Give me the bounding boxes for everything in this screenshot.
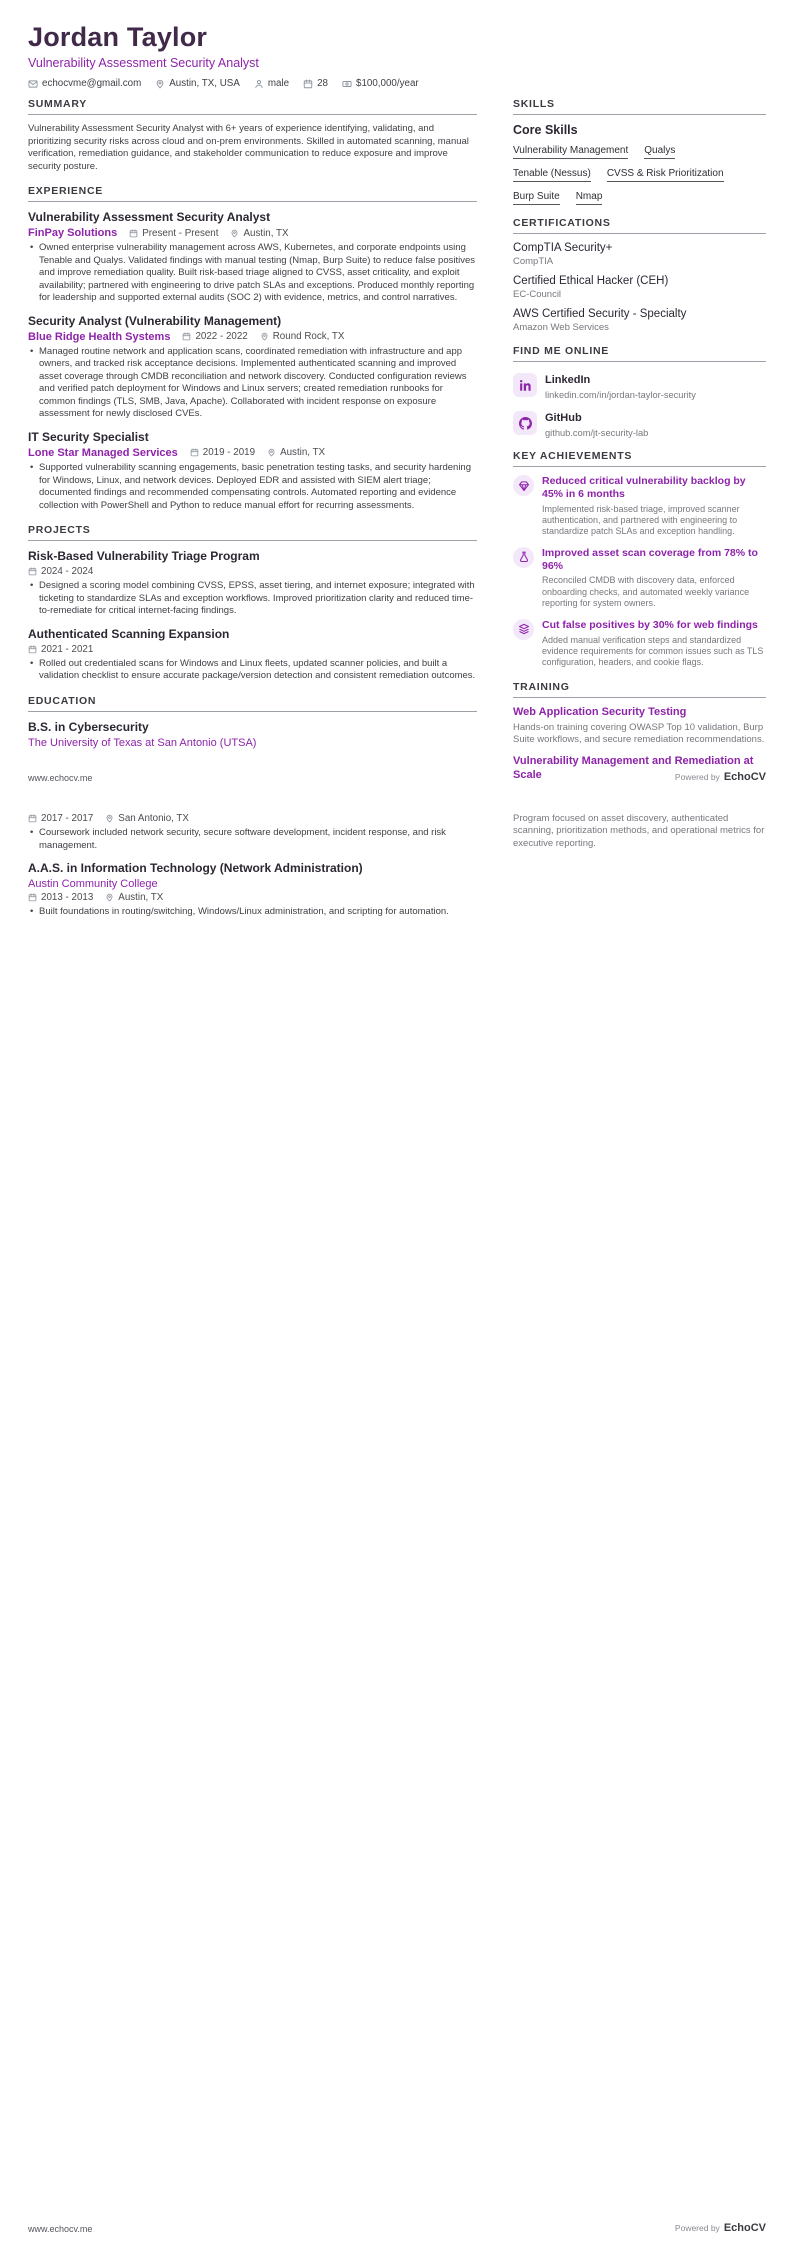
skill-tag: Vulnerability Management — [513, 145, 628, 159]
summary-heading: SUMMARY — [28, 98, 477, 115]
job-bullet: • Managed routine network and application scans, coordinated remediation with infrastructure and app owners, and tracked risk acceptance decisions. Implemented authenticated scanning and improved asset coverage through CMDB reconciliation and network discovery. Conducted configuration reviews and verified patch deployment for Windows and Linux servers; created remediation runbooks for common findings (TLS, SMB, Java, Apache). Collaborated with incident response on exposure assessment for newly disclosed CVEs. — [28, 346, 477, 421]
projects-heading: PROJECTS — [28, 524, 477, 541]
certification-issuer: EC-Council — [513, 289, 562, 300]
education-bullet: • Built foundations in routing/switching, Windows/Linux administration, and scripting for automation. — [28, 906, 477, 919]
education-section — [28, 695, 477, 749]
contact-email[interactable]: echocvme@gmail.com — [28, 78, 141, 89]
project-meta-row — [28, 566, 477, 577]
online-link-url[interactable]: linkedin.com/in/jordan-taylor-security — [545, 390, 696, 400]
footer-site-link[interactable]: www.echocv.me — [28, 2224, 93, 2234]
project-entry — [28, 549, 477, 618]
job-title: Security Analyst (Vulnerability Management) — [28, 313, 282, 328]
training-title: Vulnerability Management and Remediation at Scale — [513, 755, 754, 781]
achievement-title: Reduced critical vulnerability backlog by 45% in 6 months — [542, 475, 746, 500]
left-column — [28, 813, 477, 928]
money-icon — [342, 79, 352, 89]
certification-name: AWS Certified Security - Specialty — [513, 308, 687, 320]
powered-by-label: Powered by — [674, 772, 720, 782]
project-bullet: • Designed a scoring model combining CVSS, EPSS, asset tiering, and internet exposure; integrated with ticketing to standardize SLAs and exception workflows. Improved prioritization clarity and reduced time-to-remediate for critical internet-facing findings. — [28, 580, 477, 618]
calendar-icon — [303, 79, 313, 89]
right-column — [513, 813, 766, 859]
project-title: Authenticated Scanning Expansion — [28, 626, 230, 641]
resume-page-1 — [0, 0, 794, 795]
training-section — [513, 681, 766, 783]
location-icon — [230, 229, 239, 238]
skill-tags — [513, 145, 766, 205]
certification-issuer: CompTIA — [513, 256, 554, 267]
contact-row — [28, 78, 766, 89]
location-icon — [105, 814, 114, 823]
skill-tag: Qualys — [644, 145, 675, 159]
diamond-icon — [513, 475, 534, 496]
school-name: The University of Texas at San Antonio (UTSA) — [28, 736, 257, 749]
certifications-heading: CERTIFICATIONS — [513, 217, 766, 234]
find-me-online-section — [513, 345, 766, 438]
degree-title: B.S. in Cybersecurity — [28, 719, 149, 734]
calendar-icon — [129, 229, 138, 238]
skill-tag: Nmap — [576, 191, 603, 205]
job-meta-row — [28, 447, 477, 459]
education-meta-row — [28, 892, 477, 903]
company-name: FinPay Solutions — [28, 227, 118, 240]
company-name: Lone Star Managed Services — [28, 446, 178, 459]
contact-salary: $100,000/year — [342, 78, 419, 89]
summary-section — [28, 98, 477, 173]
project-meta-row — [28, 644, 477, 655]
key-achievements-section — [513, 450, 766, 669]
certifications-section — [513, 217, 766, 333]
calendar-icon — [28, 893, 37, 902]
powered-by — [675, 771, 766, 783]
location-icon — [260, 332, 269, 341]
job-location: Austin, TX — [230, 228, 288, 239]
project-dates: 2024 - 2024 — [28, 566, 93, 577]
project-entry — [28, 627, 477, 683]
education-location: San Antonio, TX — [105, 813, 189, 824]
left-column — [28, 98, 477, 749]
job-meta-row — [28, 331, 477, 343]
education-meta-row — [28, 813, 477, 824]
brand-echocv[interactable]: EchoCV — [723, 2222, 766, 2234]
education-dates: 2013 - 2013 — [28, 892, 93, 903]
online-link-label: LinkedIn — [545, 374, 591, 386]
experience-heading: EXPERIENCE — [28, 185, 477, 202]
online-link-github[interactable] — [513, 408, 766, 438]
education-dates: 2017 - 2017 — [28, 813, 93, 824]
certification-entry — [513, 242, 766, 267]
certification-name: CompTIA Security+ — [513, 242, 613, 254]
projects-section — [28, 524, 477, 683]
education-location: Austin, TX — [105, 892, 163, 903]
skills-group-title: Core Skills — [513, 123, 578, 137]
resume-page-2 — [0, 795, 794, 2246]
calendar-icon — [28, 814, 37, 823]
flask-icon — [513, 547, 534, 568]
resume-header — [28, 22, 766, 89]
brand-echocv[interactable]: EchoCV — [723, 771, 766, 783]
calendar-icon — [182, 332, 191, 341]
powered-by — [675, 2222, 766, 2234]
experience-entry — [28, 210, 477, 305]
achievement-title: Cut false positives by 30% for web findings — [542, 618, 758, 631]
training-desc: Hands-on training covering OWASP Top 10 validation, Burp Suite workflows, and secure remediation recommendations. — [513, 721, 765, 745]
summary-text: Vulnerability Assessment Security Analyst with 6+ years of experience identifying, validating, and prioritizing security risks across cloud and on-prem environments. Skilled in automated scanning, manual verification, remediation guidance, and stakeholder communication to reduce exposure and improve security posture. — [28, 123, 469, 172]
footer-site-link[interactable]: www.echocv.me — [28, 773, 93, 783]
skill-tag: CVSS & Risk Prioritization — [607, 168, 724, 182]
page-footer — [28, 771, 766, 783]
skills-heading: SKILLS — [513, 98, 766, 115]
contact-age: 28 — [303, 78, 328, 89]
calendar-icon — [28, 567, 37, 576]
education-entry — [28, 813, 477, 852]
job-title: IT Security Specialist — [28, 429, 149, 444]
education-entry — [28, 861, 477, 919]
degree-title: A.A.S. in Information Technology (Network Administration) — [28, 861, 363, 876]
skills-section — [513, 98, 766, 205]
powered-by-label: Powered by — [674, 2223, 720, 2233]
experience-entry — [28, 430, 477, 512]
experience-entry — [28, 314, 477, 421]
email-icon — [28, 79, 38, 89]
job-title: Vulnerability Assessment Security Analyst — [28, 210, 271, 225]
education-heading: EDUCATION — [28, 695, 477, 712]
github-icon — [513, 411, 537, 435]
job-location: Austin, TX — [267, 447, 325, 458]
job-bullet: • Owned enterprise vulnerability management across AWS, Kubernetes, and corporate endpoints using Tenable and Qualys. Validated findings with manual testing (Nmap, Burp Suite) to reduce false positives and improve remediation quality. Built risk-based triage aligned to CVSS, asset criticality, and exploit availability; partnered with engineering to drive patch SLAs and exceptions. Produced monthly reporting for leadership and supported external audits (SOC 2) with evidence, metrics, and control narratives. — [28, 242, 477, 305]
location-icon — [155, 79, 165, 89]
certification-entry — [513, 275, 766, 300]
online-link-linkedin[interactable] — [513, 370, 766, 400]
online-link-label: GitHub — [545, 412, 582, 424]
page-footer — [28, 2222, 766, 2234]
linkedin-icon — [513, 373, 537, 397]
skill-tag: Burp Suite — [513, 191, 560, 205]
achievement-title: Improved asset scan coverage from 78% to 96% — [542, 546, 758, 572]
achievement-entry — [513, 619, 766, 669]
contact-gender: male — [254, 78, 289, 89]
education-entry — [28, 720, 477, 749]
project-title: Risk-Based Vulnerability Triage Program — [28, 549, 260, 564]
training-title: Web Application Security Testing — [513, 705, 687, 718]
location-icon — [105, 893, 114, 902]
person-icon — [254, 79, 264, 89]
calendar-icon — [190, 448, 199, 457]
achievement-desc: Implemented risk-based triage, improved scanner authentication, and partnered with engineering to standardize patch SLAs and exception handling. — [542, 503, 740, 537]
skill-tag: Tenable (Nessus) — [513, 168, 591, 182]
achievement-desc: Reconciled CMDB with discovery data, enforced onboarding checks, and automated weekly variance reporting for system owners. — [542, 575, 750, 609]
certification-issuer: Amazon Web Services — [513, 322, 609, 333]
experience-section — [28, 185, 477, 512]
certification-entry — [513, 308, 766, 333]
project-dates: 2021 - 2021 — [28, 644, 93, 655]
certification-name: Certified Ethical Hacker (CEH) — [513, 275, 669, 287]
job-dates: 2022 - 2022 — [182, 331, 247, 342]
achievement-desc: Added manual verification steps and standardized evidence requirements for common issues such as TLS configuration, headers, and cookie flags. — [542, 634, 764, 668]
job-dates: 2019 - 2019 — [190, 447, 255, 458]
training-desc: Program focused on asset discovery, authenticated scanning, prioritization methods, and operational metrics for executive reporting. — [513, 813, 765, 849]
achievement-entry — [513, 547, 766, 610]
job-location: Round Rock, TX — [260, 331, 345, 342]
right-column — [513, 98, 766, 783]
project-bullet: • Rolled out credentialed scans for Windows and Linux fleets, updated scanner policies, and built a validation checklist to ensure accurate package/version detection and consistent remediation outcomes. — [28, 658, 477, 683]
job-dates: Present - Present — [129, 228, 218, 239]
school-name: Austin Community College — [28, 878, 158, 891]
company-name: Blue Ridge Health Systems — [28, 330, 171, 343]
key-achievements-heading: KEY ACHIEVEMENTS — [513, 450, 766, 467]
calendar-icon — [28, 645, 37, 654]
layers-icon — [513, 619, 534, 640]
achievement-entry — [513, 475, 766, 538]
location-icon — [267, 448, 276, 457]
training-heading: TRAINING — [513, 681, 766, 698]
education-bullet: • Coursework included network security, secure software development, incident response, and risk management. — [28, 827, 477, 852]
job-meta-row — [28, 227, 477, 239]
find-me-online-heading: FIND ME ONLINE — [513, 345, 766, 362]
job-bullet: • Supported vulnerability scanning engagements, basic penetration testing tasks, and security hardening for Windows, Linux, and network devices. Deployed EDR and assisted with SIEM alert triage; documented findings and recommended compensating controls. Automated reporting and evidence collection with PowerShell and Python to reduce manual effort for recurring assessments. — [28, 462, 477, 512]
candidate-name: Jordan Taylor — [28, 22, 208, 52]
contact-location: Austin, TX, USA — [155, 78, 240, 89]
candidate-title: Vulnerability Assessment Security Analyst — [28, 56, 259, 70]
online-link-url[interactable]: github.com/jt-security-lab — [545, 428, 649, 438]
